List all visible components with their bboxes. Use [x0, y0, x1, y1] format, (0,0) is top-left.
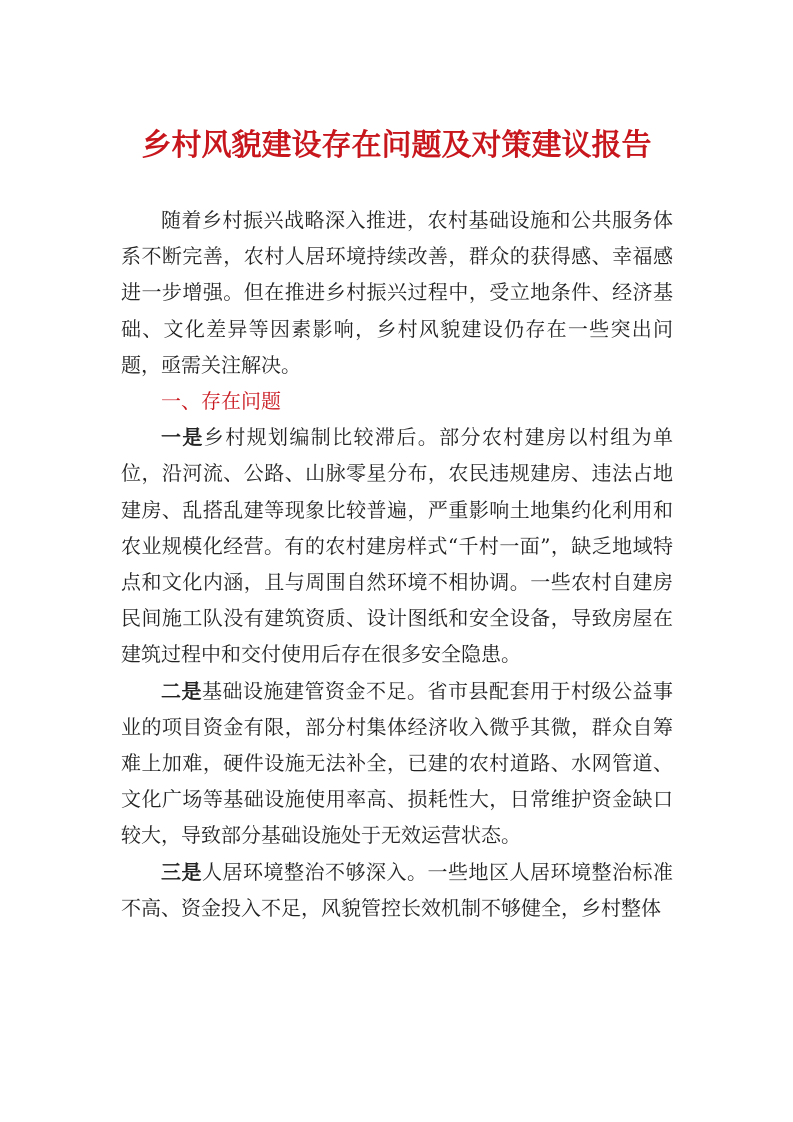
issue-paragraph-1 [121, 419, 673, 672]
issue-text: 一些地区人居环境整治标准不高、资金投入不足，风貌管控长效机制不够健全，乡村整体 [121, 859, 673, 920]
issue-lead: 三是 [161, 859, 202, 884]
document-body [121, 202, 673, 926]
issue-text: 部分农村建房以村组为单位，沿河流、公路、山脉零星分布，农民违规建房、违法占地建房、乱搭乱建等现象比较普遍，严重影响土地集约化利用和农业规模化经营。有的农村建房样式“千村一面”，缺乏地域特点和文化内涵，且与周围自然环境不相协调。一些农村自建房民间施工队没有建筑资质、设计图纸和安全设备，导致房屋在建筑过程中和交付使用后存在很多安全隐患。 [121, 425, 674, 667]
issue-lead: 二是 [161, 678, 202, 703]
issue-lead: 一是 [161, 425, 204, 450]
issue-label: 人居环境整治不够深入。 [202, 859, 428, 884]
issue-label: 基础设施建管资金不足。 [202, 678, 428, 703]
issue-label: 乡村规划编制比较滞后。 [203, 425, 440, 450]
intro-paragraph: 随着乡村振兴战略深入推进，农村基础设施和公共服务体系不断完善，农村人居环境持续改善，群众的获得感、幸福感进一步增强。但在推进乡村振兴过程中，受立地条件、经济基础、文化差异等因素影响，乡村风貌建设仍存在一些突出问题，亟需关注解决。 [121, 208, 673, 377]
issue-paragraph-3 [121, 854, 673, 926]
issue-paragraph-2 [121, 673, 673, 854]
document-title: 乡村风貌建设存在问题及对策建议报告 [141, 128, 652, 163]
section-heading: 一、存在问题 [161, 389, 281, 414]
issue-text: 省市县配套用于村级公益事业的项目资金有限，部分村集体经济收入微乎其微，群众自筹难上加难，硬件设施无法补全，已建的农村道路、水网管道、文化广场等基础设施使用率高、损耗性大，日常维护资金缺口较大，导致部分基础设施处于无效运营状态。 [121, 678, 673, 848]
